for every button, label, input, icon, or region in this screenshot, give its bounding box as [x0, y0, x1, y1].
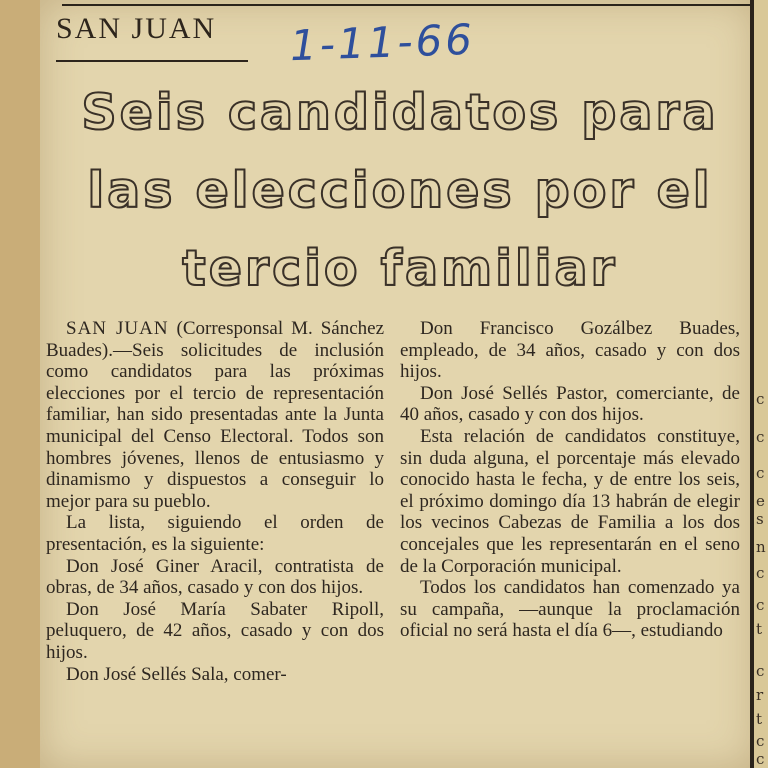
adjacent-column-fragment [754, 0, 768, 768]
fragment-letter: s [756, 510, 764, 528]
dateline: SAN JUAN [66, 318, 169, 339]
article-paragraph: Todos los candidatos han comenzado ya su campaña, —aunque la proclamación oficial no será hasta el día 6—, estudiando [400, 577, 740, 642]
fragment-letter: c [756, 390, 765, 408]
article-paragraph: Esta relación de candidatos constituye, sin duda alguna, el porcentaje más elevado conocido hasta le fecha, y de entre los seis, el próximo domingo día 13 habrán de elegir los vecinos Cabezas de Familia a los dos concejales que les representarán en el seno de la Corporación municipal. [400, 425, 740, 577]
section-rule [56, 60, 248, 62]
fragment-letter: e [756, 492, 765, 510]
article-column-left [46, 318, 384, 685]
fragment-letter: r [756, 686, 764, 704]
handwritten-date: 1-11-66 [289, 14, 476, 71]
fragment-letter: t [756, 710, 763, 728]
article-paragraph: Don José María Sabater Ripoll, peluquero, de 42 años, casado y con dos hijos. [46, 598, 384, 663]
fragment-letter: c [756, 732, 765, 750]
fragment-letter: c [756, 464, 765, 482]
fragment-letter: c [756, 428, 765, 446]
article-column-right [400, 318, 740, 642]
article-paragraph: Don José Sellés Sala, comer- [66, 663, 287, 685]
article-paragraph: La lista, siguiendo el orden de presentación, es la siguiente: [46, 512, 384, 555]
fragment-letter: c [756, 662, 765, 680]
top-rule [62, 4, 752, 6]
article-paragraph: Don Francisco Gozálbez Buades, empleado, de 34 años, casado y con dos hijos. [400, 318, 740, 383]
fragment-letter: c [756, 564, 765, 582]
fragment-letter: t [756, 620, 763, 638]
article-paragraph: Don José Giner Aracil, contratista de obras, de 34 años, casado y con dos hijos. [46, 555, 384, 599]
fragment-letter: n [756, 538, 766, 556]
article-paragraph: Don José Sellés Pastor, comerciante, de 40 años, casado y con dos hijos. [400, 382, 740, 426]
section-tag: SAN JUAN [56, 12, 217, 45]
background-left-margin [0, 0, 40, 768]
paragraph-text: (Corresponsal M. Sánchez Buades).—Seis solicitudes de inclusión como candidatos para las próximas elecciones por el tercio de representación familiar, han sido presentadas ante la Junta municipal del Censo Electoral. Todos son hombres jóvenes, llenos de entusiasmo y dinamismo y dispuestos a conseguir lo mejor para su pueblo. [46, 318, 384, 512]
article-paragraph [46, 318, 384, 512]
headline: Seis candidatos para las elecciones por el tercio familiar [81, 84, 719, 297]
fragment-letter: c [756, 750, 765, 768]
fragment-letter: c [756, 596, 765, 614]
